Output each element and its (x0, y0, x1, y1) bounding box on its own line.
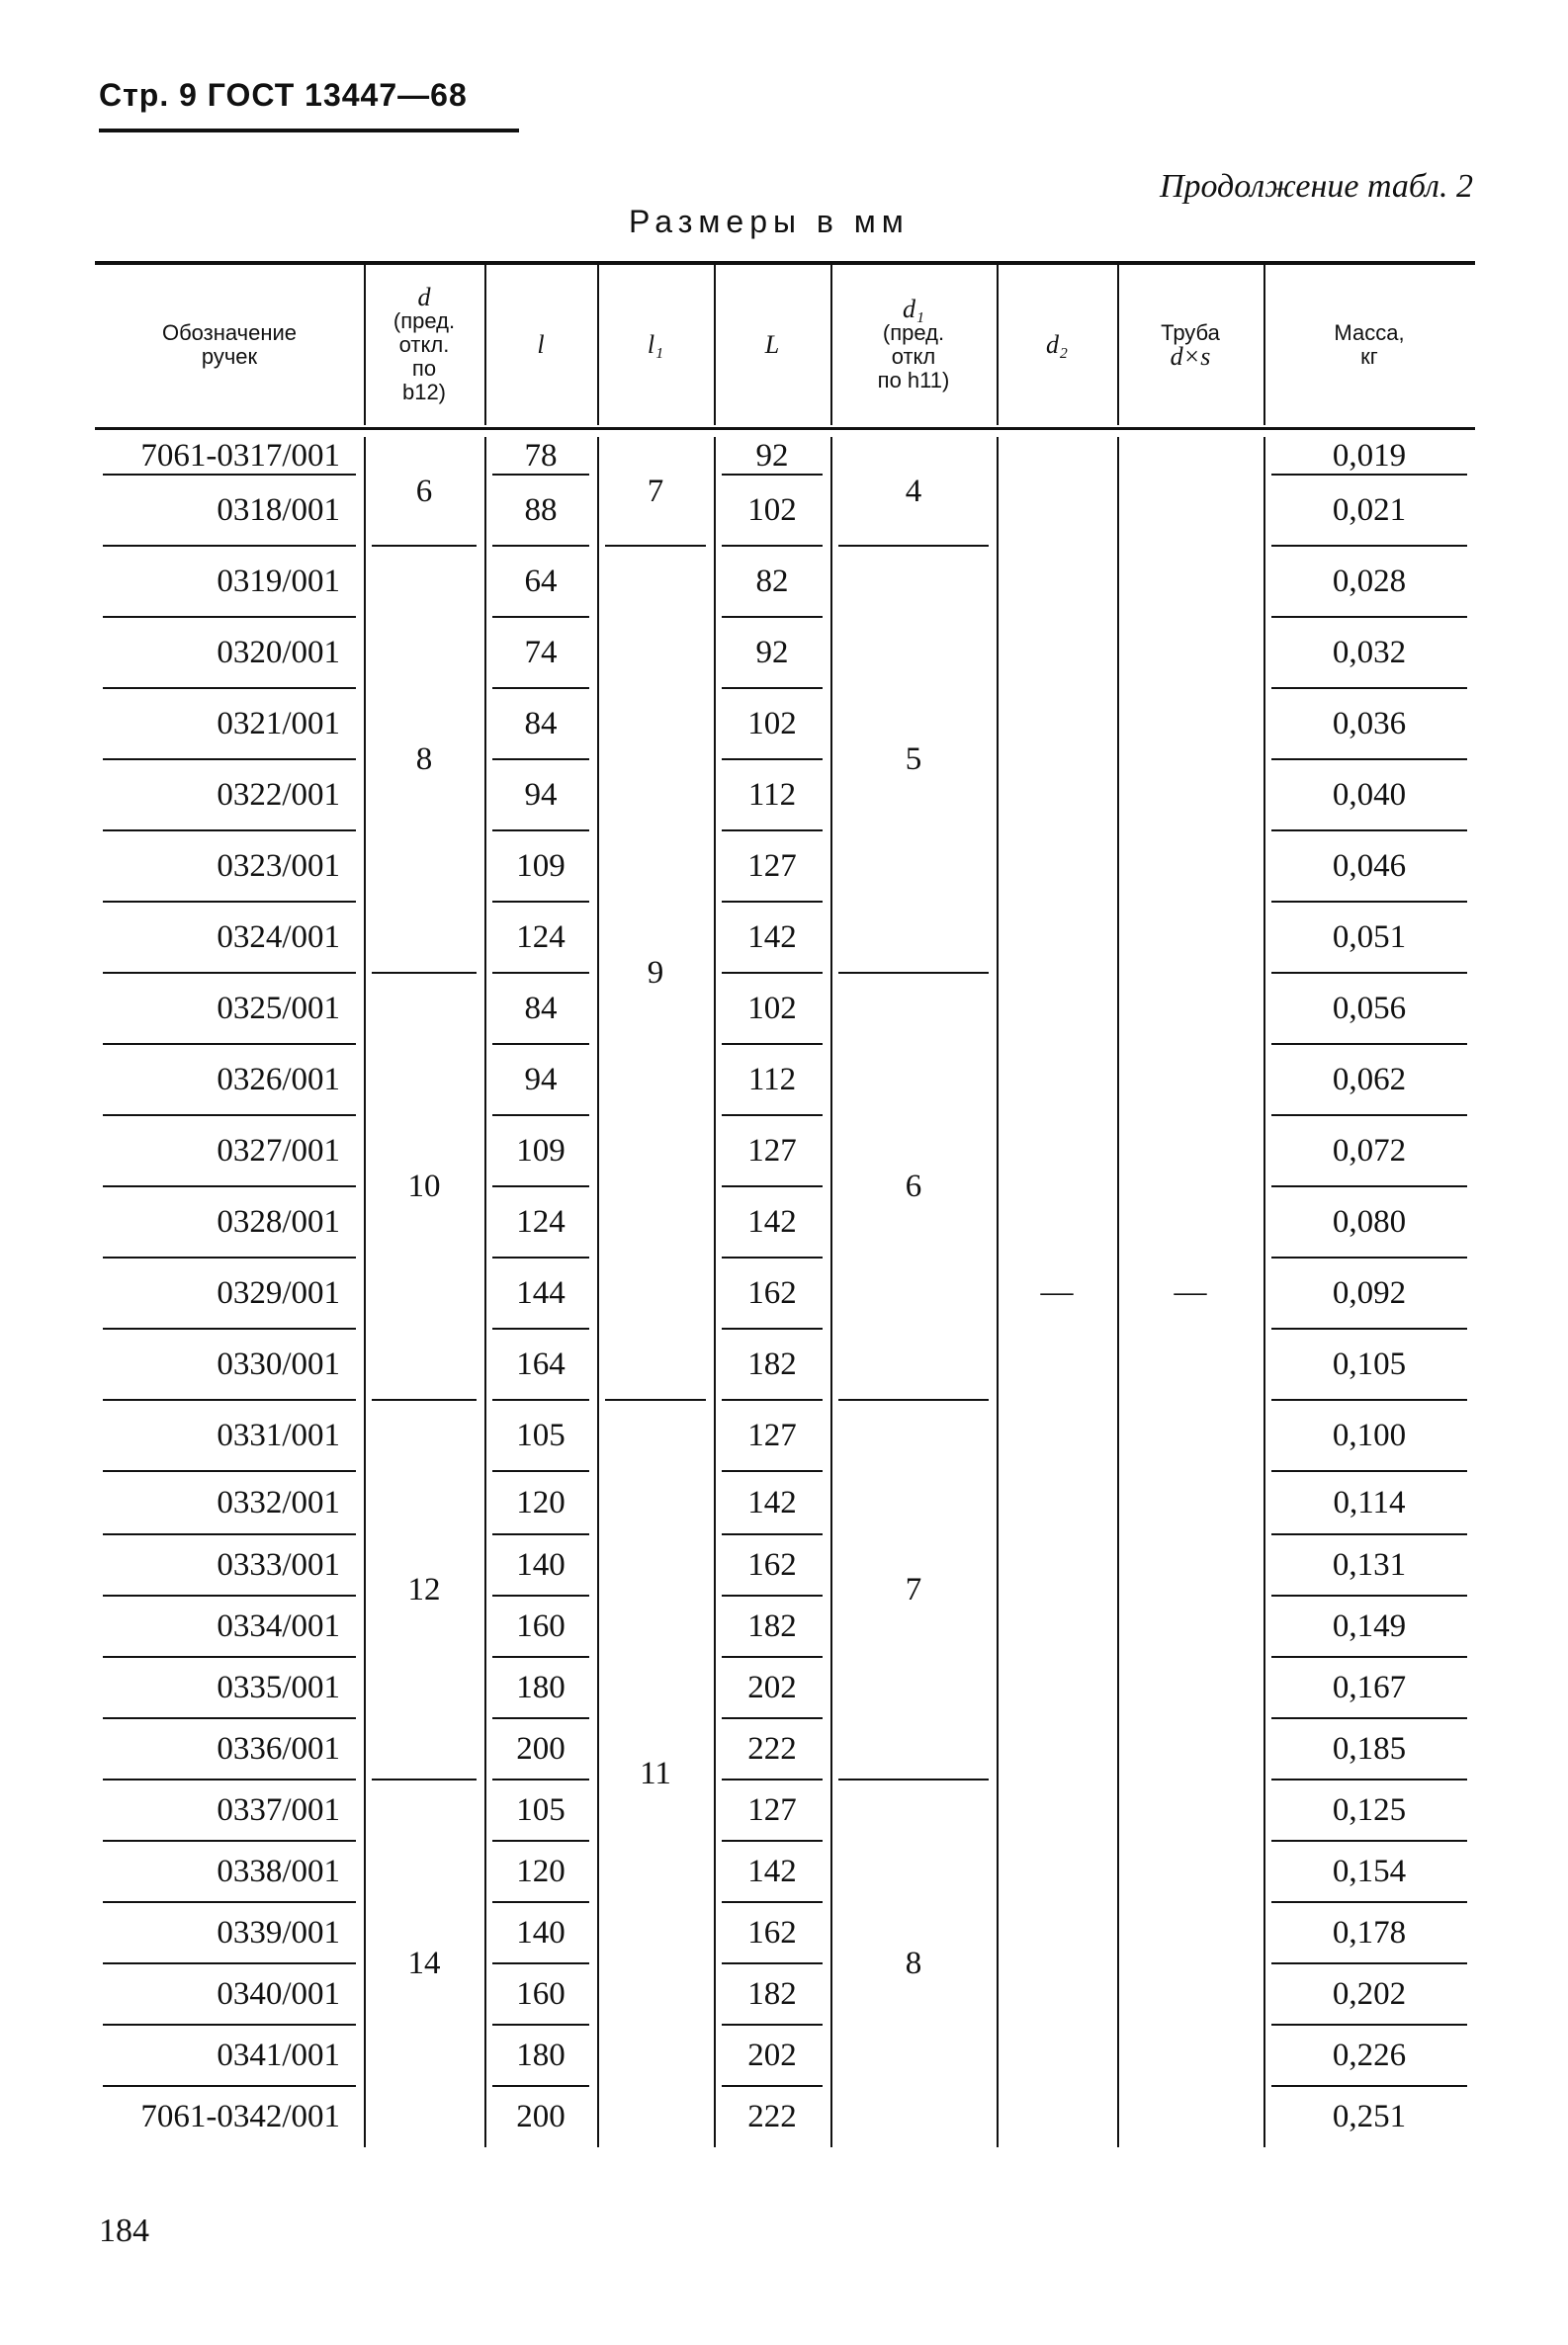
cell-l: 120 (516, 1853, 566, 1889)
cell-L: 142 (747, 918, 797, 955)
cell-designation: 0339/001 (217, 1914, 340, 1951)
cell-l: 78 (524, 437, 558, 474)
cell-mass: 0,051 (1332, 918, 1407, 955)
cell-mass: 0,056 (1332, 990, 1407, 1026)
header-mass: Масса, кг (1334, 320, 1405, 369)
cell-L: 127 (747, 1417, 797, 1453)
cell-L: 112 (747, 1061, 797, 1097)
cell-l: 74 (524, 634, 558, 670)
cell-mass: 0,028 (1332, 563, 1407, 599)
cell-designation: 0332/001 (217, 1484, 340, 1520)
cell-L: 222 (747, 1730, 797, 1767)
cell-l: 94 (524, 776, 558, 813)
cell-mass: 0,149 (1332, 1607, 1407, 1644)
cell-L: 202 (747, 2037, 797, 2073)
cell-L: 127 (747, 1791, 797, 1828)
page-header: Стр. 9 ГОСТ 13447—68 (99, 77, 468, 113)
cell-d2: — (1040, 1273, 1074, 1310)
cell-designation: 0330/001 (217, 1346, 340, 1382)
cell-L: 182 (747, 1607, 797, 1644)
cell-L: 222 (747, 2098, 797, 2134)
cell-l: 84 (524, 990, 558, 1026)
cell-l1: 11 (640, 1755, 671, 1791)
cell-designation: 7061-0342/001 (140, 2098, 340, 2134)
header-pipe: Труба d×s (1161, 320, 1220, 371)
cell-designation: 0319/001 (217, 563, 340, 599)
cell-mass: 0,178 (1332, 1914, 1407, 1951)
units-caption: Размеры в мм (629, 204, 910, 239)
cell-l: 94 (524, 1061, 558, 1097)
cell-l: 140 (516, 1914, 566, 1951)
cell-l: 105 (516, 1791, 566, 1828)
cell-designation: 0336/001 (217, 1730, 340, 1767)
cell-d1: 5 (905, 740, 922, 777)
cell-designation: 0328/001 (217, 1203, 340, 1240)
cell-pipe: — (1174, 1273, 1207, 1310)
cell-l: 180 (516, 2037, 566, 2073)
cell-mass: 0,226 (1332, 2037, 1407, 2073)
cell-mass: 0,072 (1332, 1132, 1407, 1169)
header-d1: d₁ (пред. откл по h11) (877, 295, 950, 392)
cell-L: 127 (747, 1132, 797, 1169)
cell-L: 202 (747, 1669, 797, 1705)
header-divider (997, 265, 999, 425)
header-d: d (пред. откл. по b12) (392, 283, 456, 404)
header-l1: l₁ (647, 330, 664, 359)
cell-d1: 7 (905, 1571, 922, 1607)
cell-L: 112 (747, 776, 797, 813)
cell-d1: 4 (905, 473, 922, 509)
cell-mass: 0,125 (1332, 1791, 1407, 1828)
cell-mass: 0,092 (1332, 1274, 1407, 1311)
cell-designation: 0321/001 (217, 705, 340, 741)
cell-d1: 6 (905, 1168, 922, 1204)
header-bottom-rule (95, 427, 1475, 430)
cell-d: 6 (415, 473, 433, 509)
cell-designation: 0334/001 (217, 1607, 340, 1644)
cell-mass: 0,046 (1332, 847, 1407, 884)
cell-d: 12 (407, 1571, 441, 1607)
continuation-label: Продолжение табл. 2 (1159, 168, 1473, 205)
cell-mass: 0,021 (1332, 491, 1407, 528)
cell-l: 84 (524, 705, 558, 741)
cell-mass: 0,036 (1332, 705, 1407, 741)
cell-designation: 0341/001 (217, 2037, 340, 2073)
cell-l: 105 (516, 1417, 566, 1453)
cell-l: 160 (516, 1975, 566, 2012)
cell-designation: 0324/001 (217, 918, 340, 955)
header-divider (830, 265, 832, 425)
cell-L: 142 (747, 1484, 797, 1520)
cell-d: 8 (415, 740, 433, 777)
cell-l: 164 (516, 1346, 566, 1382)
cell-designation: 0340/001 (217, 1975, 340, 2012)
cell-mass: 0,062 (1332, 1061, 1407, 1097)
cell-designation: 0333/001 (217, 1546, 340, 1583)
cell-mass: 0,185 (1332, 1730, 1407, 1767)
cell-l: 64 (524, 563, 558, 599)
cell-designation: 0325/001 (217, 990, 340, 1026)
cell-l: 160 (516, 1607, 566, 1644)
cell-designation: 0323/001 (217, 847, 340, 884)
cell-designation: 0337/001 (217, 1791, 340, 1828)
header-d2: d₂ (1045, 330, 1069, 359)
cell-L: 102 (747, 990, 797, 1026)
cell-L: 92 (755, 634, 789, 670)
cell-d: 14 (407, 1945, 441, 1981)
cell-designation: 0322/001 (217, 776, 340, 813)
header-L: L (764, 330, 780, 359)
cell-l: 124 (516, 918, 566, 955)
header-divider (714, 265, 716, 425)
header-l: l (537, 330, 545, 359)
header-divider (484, 265, 486, 425)
cell-L: 102 (747, 491, 797, 528)
cell-mass: 0,019 (1332, 437, 1407, 474)
cell-designation: 0327/001 (217, 1132, 340, 1169)
header-divider (364, 265, 366, 425)
cell-L: 182 (747, 1975, 797, 2012)
cell-l: 200 (516, 1730, 566, 1767)
cell-l1: 9 (647, 954, 664, 991)
cell-mass: 0,040 (1332, 776, 1407, 813)
cell-L: 162 (747, 1274, 797, 1311)
cell-L: 102 (747, 705, 797, 741)
cell-mass: 0,080 (1332, 1203, 1407, 1240)
cell-mass: 0,131 (1332, 1546, 1407, 1583)
cell-l: 140 (516, 1546, 566, 1583)
cell-designation: 0320/001 (217, 634, 340, 670)
cell-d: 10 (407, 1168, 441, 1204)
cell-l1: 7 (647, 473, 664, 509)
cell-designation: 0331/001 (217, 1417, 340, 1453)
cell-l: 109 (516, 847, 566, 884)
header-divider (1117, 265, 1119, 425)
cell-L: 92 (755, 437, 789, 474)
cell-designation: 0335/001 (217, 1669, 340, 1705)
cell-mass: 0,154 (1332, 1853, 1407, 1889)
cell-l: 120 (516, 1484, 566, 1520)
cell-d1: 8 (905, 1945, 922, 1981)
cell-designation: 7061-0317/001 (140, 437, 340, 474)
cell-L: 142 (747, 1203, 797, 1240)
cell-L: 162 (747, 1546, 797, 1583)
cell-L: 162 (747, 1914, 797, 1951)
cell-L: 142 (747, 1853, 797, 1889)
cell-l: 109 (516, 1132, 566, 1169)
cell-designation: 0329/001 (217, 1274, 340, 1311)
header-designation: Обозначение ручек (161, 320, 298, 369)
cell-mass: 0,251 (1332, 2098, 1407, 2134)
cell-mass: 0,114 (1333, 1484, 1406, 1520)
cell-L: 82 (755, 563, 789, 599)
cell-mass: 0,167 (1332, 1669, 1407, 1705)
cell-mass: 0,202 (1332, 1975, 1407, 2012)
page-number: 184 (99, 2213, 149, 2249)
cell-L: 182 (747, 1346, 797, 1382)
cell-l: 144 (516, 1274, 566, 1311)
cell-l: 88 (524, 491, 558, 528)
cell-mass: 0,100 (1332, 1417, 1407, 1453)
cell-L: 127 (747, 847, 797, 884)
header-divider (1263, 265, 1265, 425)
cell-l: 200 (516, 2098, 566, 2134)
cell-designation: 0318/001 (217, 491, 340, 528)
cell-mass: 0,032 (1332, 634, 1407, 670)
cell-designation: 0326/001 (217, 1061, 340, 1097)
cell-l: 124 (516, 1203, 566, 1240)
cell-mass: 0,105 (1332, 1346, 1407, 1382)
header-divider (597, 265, 599, 425)
cell-designation: 0338/001 (217, 1853, 340, 1889)
cell-l: 180 (516, 1669, 566, 1705)
header-underline (99, 129, 519, 132)
